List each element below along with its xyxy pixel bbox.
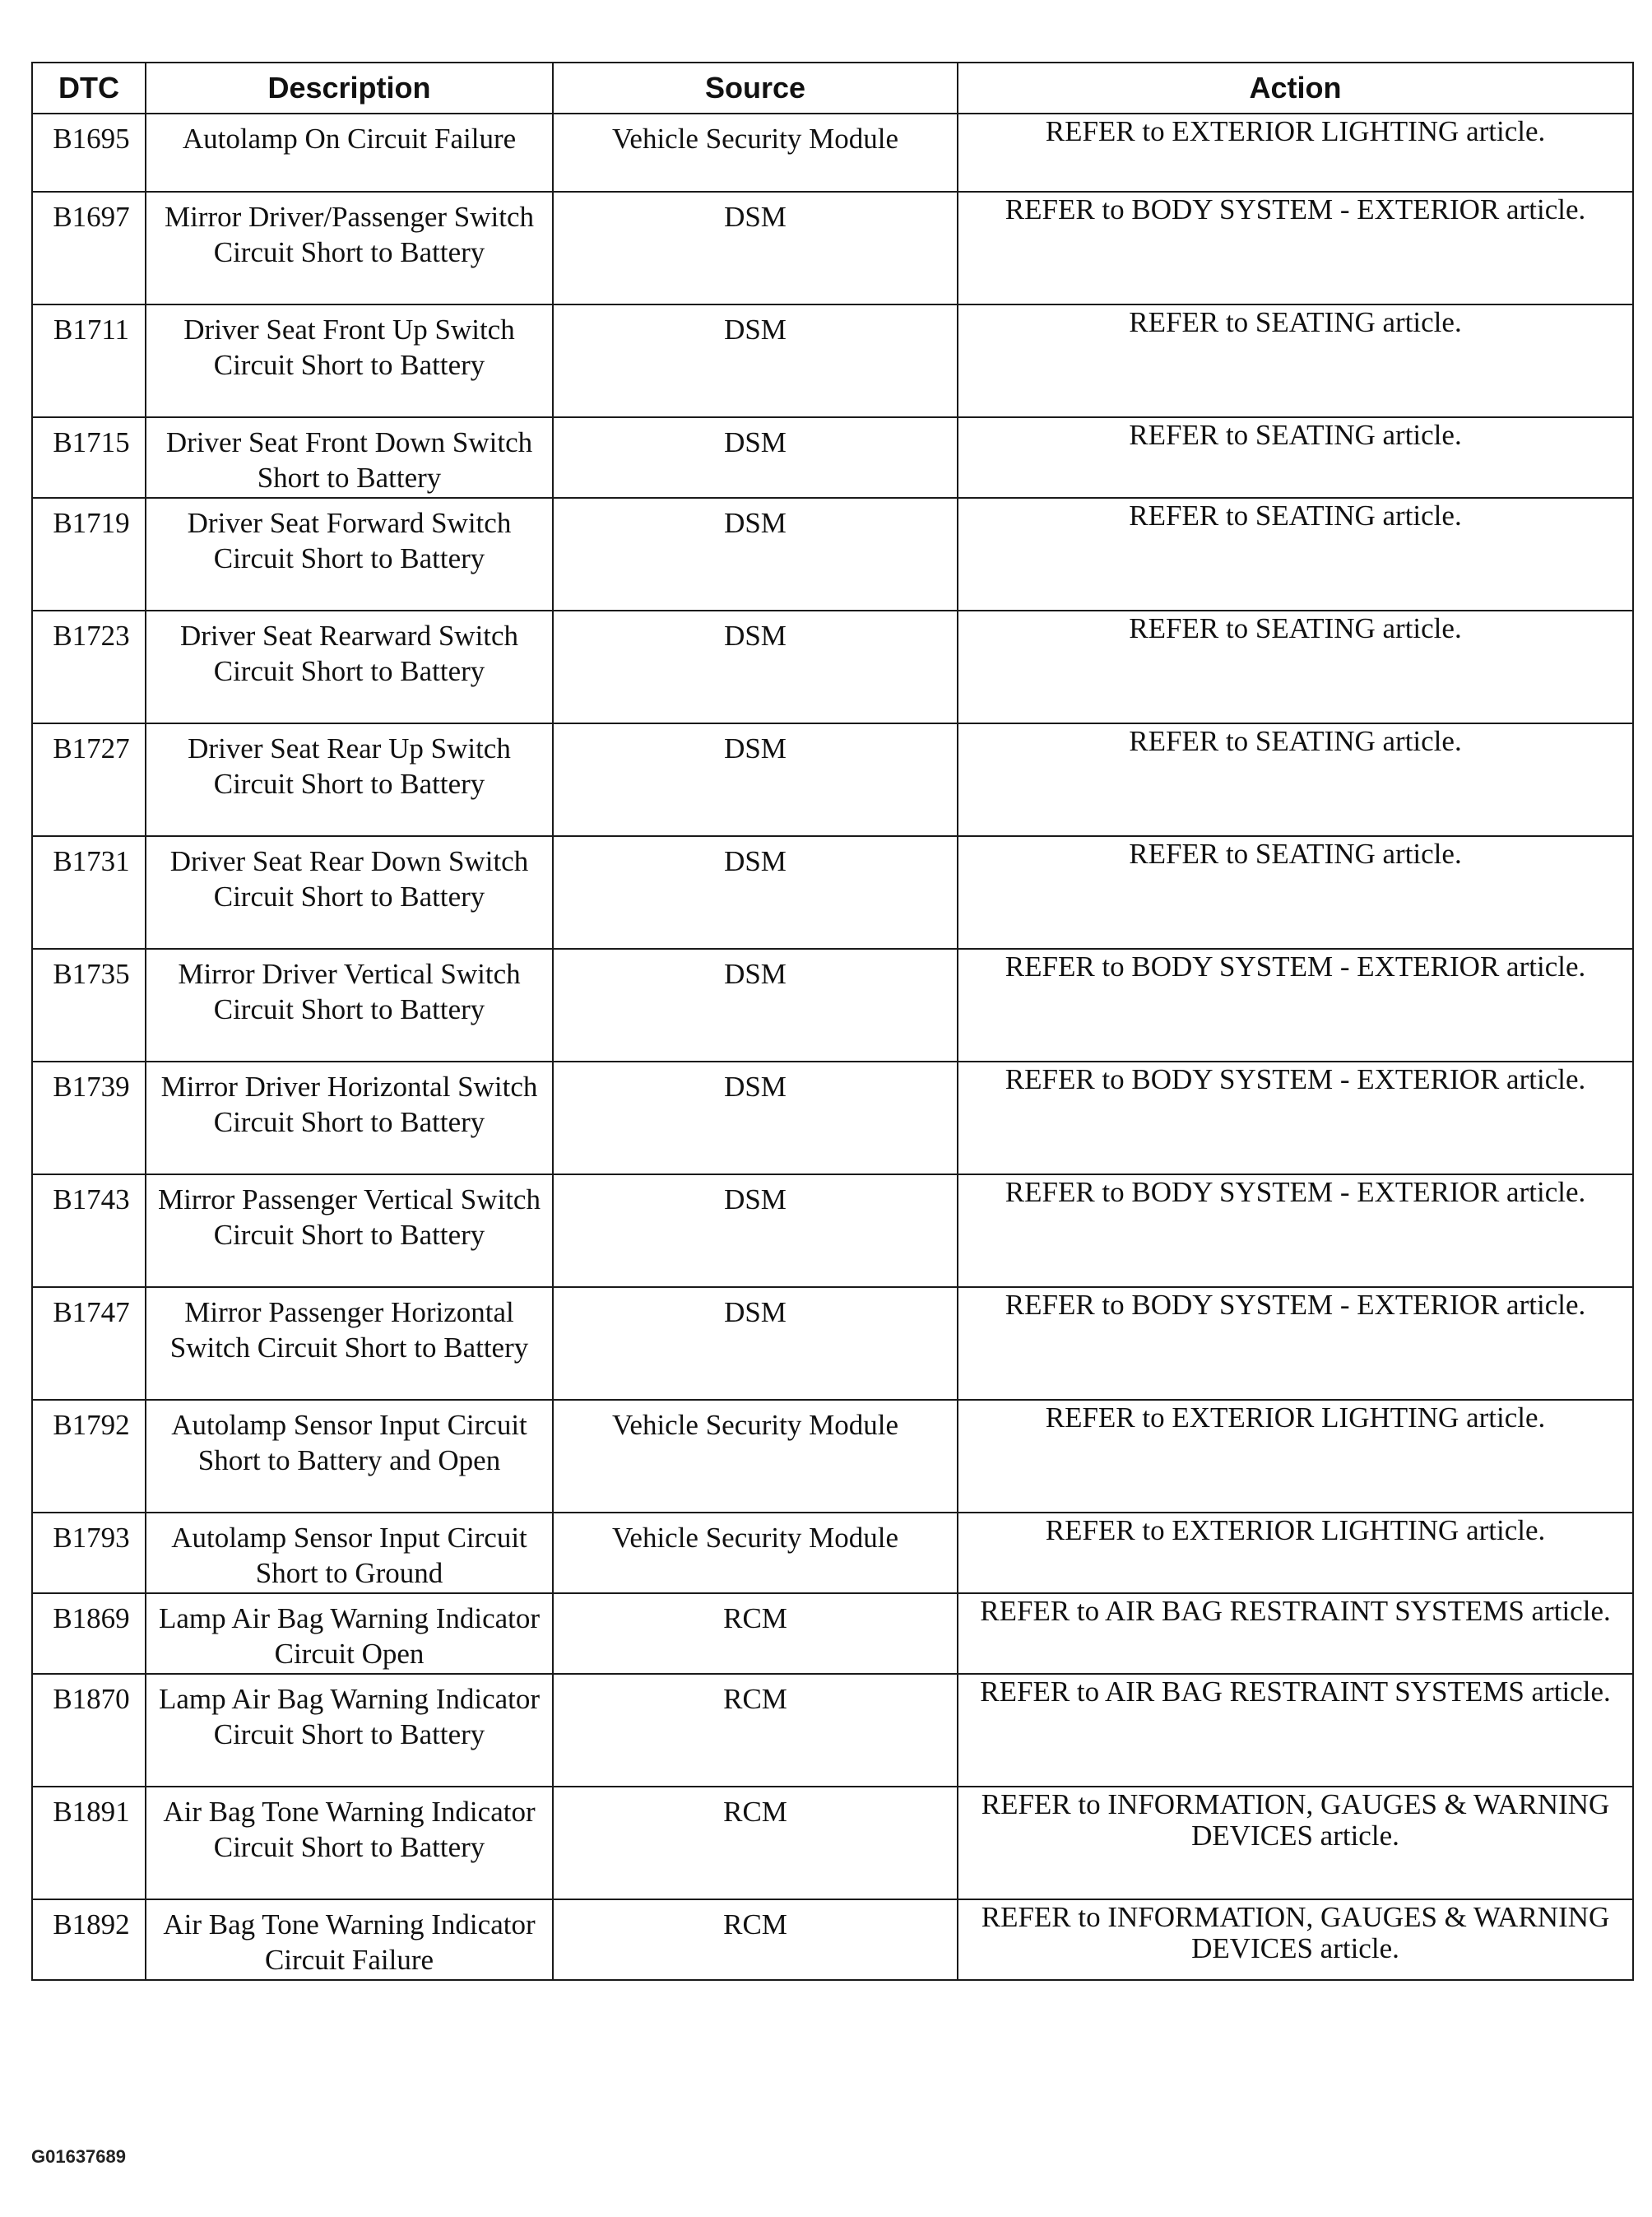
dtc-source: DSM [553,1062,958,1174]
table-row [32,949,1633,1062]
dtc-description: Autolamp On Circuit Failure [146,114,553,192]
dtc-source: DSM [553,949,958,1062]
dtc-description: Air Bag Tone Warning Indicator Circuit Short to Battery [146,1787,553,1899]
table-row [32,1062,1633,1174]
dtc-action: REFER to BODY SYSTEM - EXTERIOR article. [958,1174,1633,1287]
dtc-source: DSM [553,192,958,304]
dtc-table [31,62,1634,1981]
dtc-source: DSM [553,611,958,723]
dtc-action: REFER to INFORMATION, GAUGES & WARNING DEVICES article. [958,1899,1633,1980]
table-row [32,417,1633,498]
table-row [32,1899,1633,1980]
dtc-action: REFER to BODY SYSTEM - EXTERIOR article. [958,1287,1633,1400]
dtc-code: B1747 [32,1287,146,1400]
dtc-description: Driver Seat Rearward Switch Circuit Short to Battery [146,611,553,723]
dtc-description: Mirror Driver/Passenger Switch Circuit Short to Battery [146,192,553,304]
dtc-source: DSM [553,836,958,949]
dtc-code: B1891 [32,1787,146,1899]
dtc-source: DSM [553,1287,958,1400]
dtc-action: REFER to EXTERIOR LIGHTING article. [958,1513,1633,1593]
dtc-source: DSM [553,498,958,611]
dtc-description: Driver Seat Front Up Switch Circuit Short to Battery [146,304,553,417]
table-row [32,304,1633,417]
dtc-code: B1739 [32,1062,146,1174]
dtc-description: Driver Seat Forward Switch Circuit Short to Battery [146,498,553,611]
figure-id: G01637689 [31,2146,126,2167]
table-row [32,1593,1633,1674]
table-row [32,114,1633,192]
header-source: Source [553,63,958,114]
dtc-code: B1743 [32,1174,146,1287]
dtc-description: Driver Seat Rear Down Switch Circuit Short to Battery [146,836,553,949]
dtc-code: B1892 [32,1899,146,1980]
dtc-action: REFER to SEATING article. [958,498,1633,611]
dtc-description: Mirror Passenger Horizontal Switch Circuit Short to Battery [146,1287,553,1400]
dtc-code: B1735 [32,949,146,1062]
dtc-action: REFER to INFORMATION, GAUGES & WARNING DEVICES article. [958,1787,1633,1899]
table-row [32,192,1633,304]
dtc-action: REFER to AIR BAG RESTRAINT SYSTEMS article. [958,1593,1633,1674]
dtc-action: REFER to BODY SYSTEM - EXTERIOR article. [958,949,1633,1062]
dtc-code: B1793 [32,1513,146,1593]
dtc-action: REFER to SEATING article. [958,611,1633,723]
dtc-action: REFER to SEATING article. [958,723,1633,836]
dtc-code: B1715 [32,417,146,498]
table-row [32,498,1633,611]
dtc-source: Vehicle Security Module [553,114,958,192]
table-row [32,723,1633,836]
dtc-source: Vehicle Security Module [553,1513,958,1593]
dtc-source: Vehicle Security Module [553,1400,958,1513]
dtc-action: REFER to SEATING article. [958,417,1633,498]
dtc-source: DSM [553,723,958,836]
dtc-source: RCM [553,1899,958,1980]
dtc-action: REFER to BODY SYSTEM - EXTERIOR article. [958,1062,1633,1174]
table-row [32,1513,1633,1593]
table-header-row [32,63,1633,114]
dtc-source: RCM [553,1674,958,1787]
dtc-code: B1711 [32,304,146,417]
dtc-action: REFER to SEATING article. [958,304,1633,417]
dtc-description: Autolamp Sensor Input Circuit Short to Ground [146,1513,553,1593]
table-row [32,611,1633,723]
dtc-code: B1719 [32,498,146,611]
dtc-action: REFER to SEATING article. [958,836,1633,949]
dtc-code: B1792 [32,1400,146,1513]
dtc-description: Lamp Air Bag Warning Indicator Circuit Open [146,1593,553,1674]
dtc-source: DSM [553,1174,958,1287]
dtc-code: B1869 [32,1593,146,1674]
table-row [32,1287,1633,1400]
table-row [32,1787,1633,1899]
dtc-source: DSM [553,304,958,417]
table-row [32,1674,1633,1787]
dtc-code: B1695 [32,114,146,192]
dtc-description: Mirror Passenger Vertical Switch Circuit Short to Battery [146,1174,553,1287]
table-row [32,1174,1633,1287]
header-dtc: DTC [32,63,146,114]
dtc-action: REFER to BODY SYSTEM - EXTERIOR article. [958,192,1633,304]
dtc-description: Mirror Driver Horizontal Switch Circuit Short to Battery [146,1062,553,1174]
dtc-code: B1731 [32,836,146,949]
table-row [32,1400,1633,1513]
dtc-action: REFER to EXTERIOR LIGHTING article. [958,114,1633,192]
dtc-source: RCM [553,1787,958,1899]
dtc-description: Lamp Air Bag Warning Indicator Circuit Short to Battery [146,1674,553,1787]
table-row [32,836,1633,949]
dtc-description: Mirror Driver Vertical Switch Circuit Short to Battery [146,949,553,1062]
dtc-action: REFER to EXTERIOR LIGHTING article. [958,1400,1633,1513]
dtc-description: Autolamp Sensor Input Circuit Short to Battery and Open [146,1400,553,1513]
dtc-action: REFER to AIR BAG RESTRAINT SYSTEMS article. [958,1674,1633,1787]
dtc-code: B1870 [32,1674,146,1787]
dtc-description: Driver Seat Rear Up Switch Circuit Short to Battery [146,723,553,836]
dtc-source: RCM [553,1593,958,1674]
dtc-source: DSM [553,417,958,498]
dtc-description: Air Bag Tone Warning Indicator Circuit Failure [146,1899,553,1980]
header-description: Description [146,63,553,114]
dtc-description: Driver Seat Front Down Switch Short to Battery [146,417,553,498]
dtc-code: B1727 [32,723,146,836]
dtc-code: B1723 [32,611,146,723]
dtc-code: B1697 [32,192,146,304]
header-action: Action [958,63,1633,114]
